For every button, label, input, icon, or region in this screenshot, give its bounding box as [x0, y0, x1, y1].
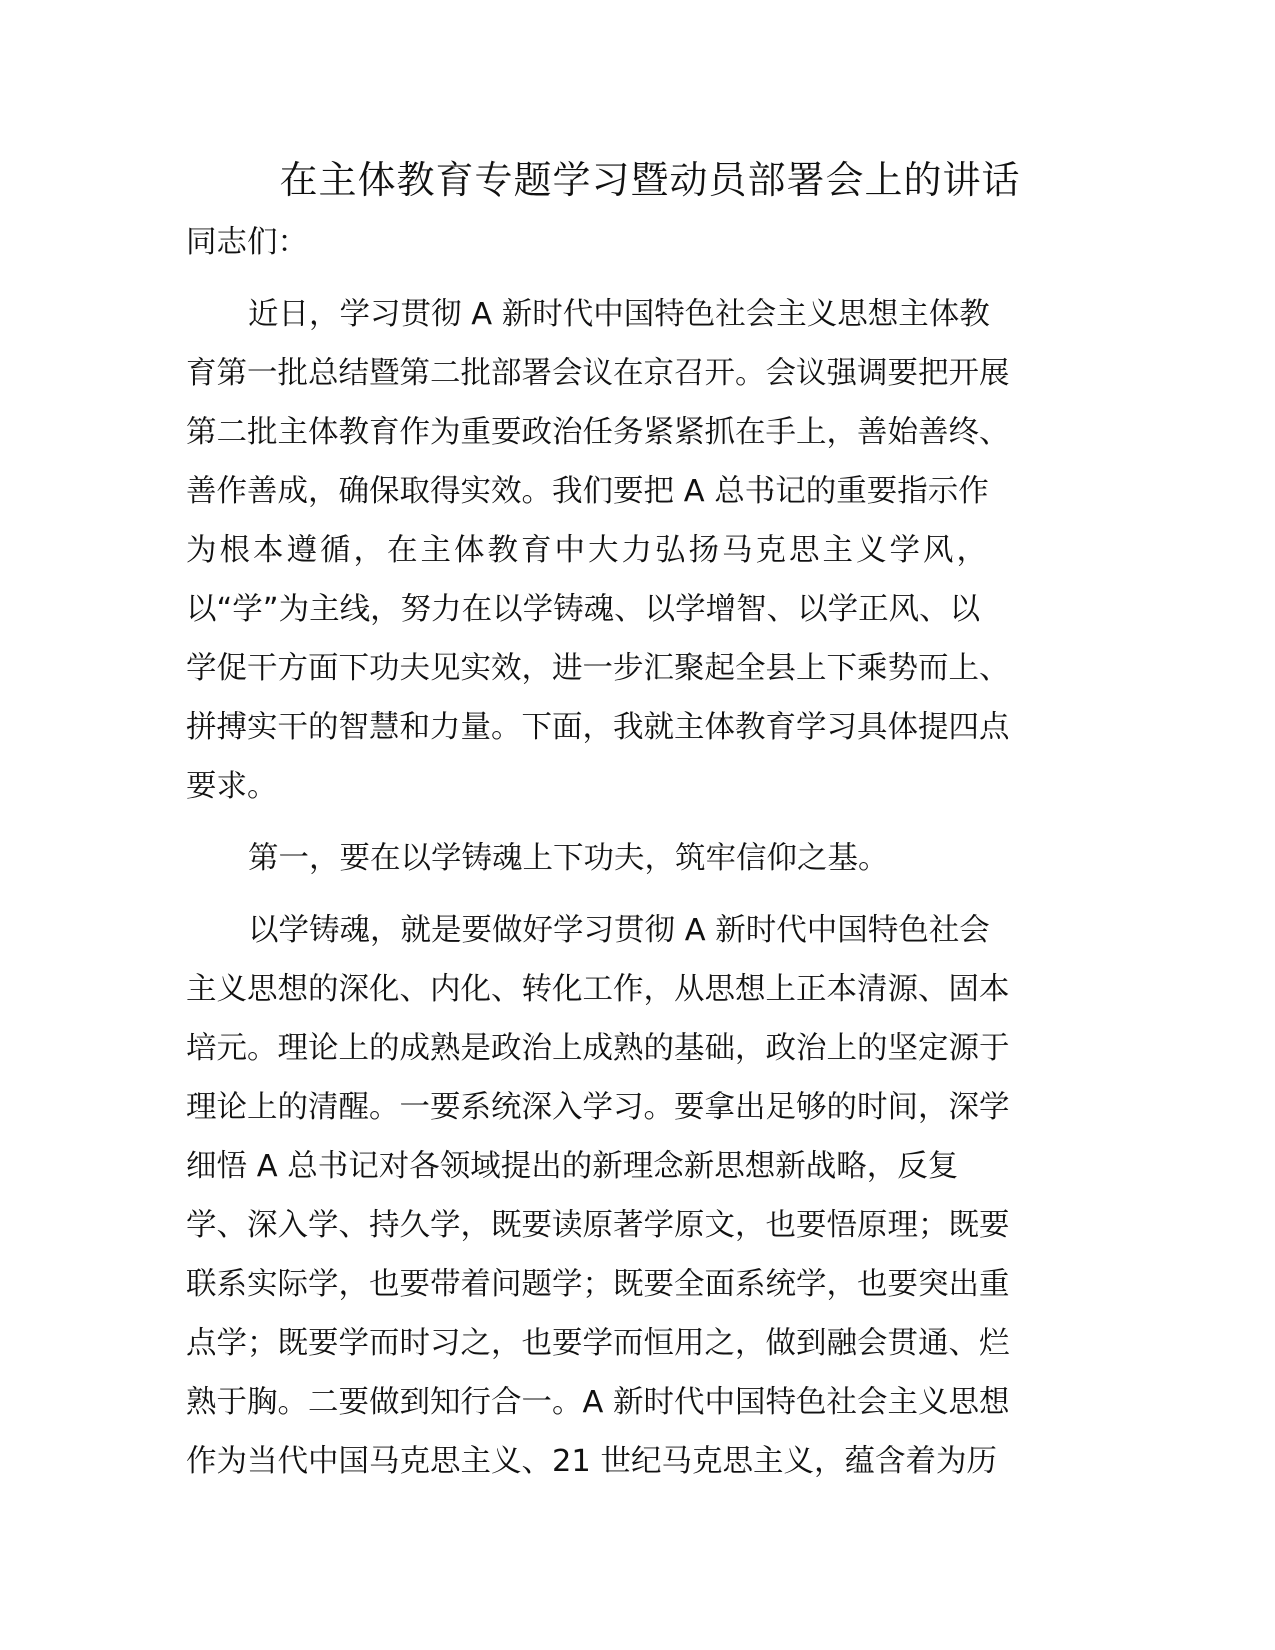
- paragraph-line: 近日，学习贯彻 A 新时代中国特色社会主义思想主体教: [248, 297, 990, 332]
- paragraph-line: 作为当代中国马克思主义、21 世纪马克思主义，蕴含着为历: [186, 1444, 998, 1479]
- paragraph-line: 点学；既要学而时习之，也要学而恒用之，做到融会贯通、烂: [186, 1326, 1010, 1361]
- paragraph-line: 为根本遵循，在主体教育中大力弘扬马克思主义学风，: [186, 533, 990, 568]
- paragraph-line: 以“学”为主线，努力在以学铸魂、以学增智、以学正风、以: [186, 592, 981, 627]
- paragraph-line: 理论上的清醒。一要系统深入学习。要拿出足够的时间，深学: [186, 1090, 1010, 1125]
- paragraph-gap: [186, 816, 1086, 829]
- paragraph-line: 第一，要在以学铸魂上下功夫，筑牢信仰之基。: [248, 841, 889, 876]
- paragraph-gap: [186, 272, 1086, 285]
- document-title: 在主体教育专题学习暨动员部署会上的讲话: [279, 158, 1021, 202]
- paragraph-line: 要求。: [186, 769, 278, 804]
- paragraph-line: 学促干方面下功夫见实效，进一步汇聚起全县上下乘势而上、: [186, 651, 1010, 686]
- paragraph-line: 善作善成，确保取得实效。我们要把 A 总书记的重要指示作: [186, 474, 989, 509]
- paragraph-line: 联系实际学，也要带着问题学；既要全面系统学，也要突出重: [186, 1267, 1010, 1302]
- paragraph: [186, 901, 1086, 1491]
- document-body: [186, 213, 1086, 1491]
- paragraph: [186, 285, 1086, 816]
- paragraph-line: 培元。理论上的成熟是政治上成熟的基础，政治上的坚定源于: [186, 1031, 1010, 1066]
- paragraph-line: 学、深入学、持久学，既要读原著学原文，也要悟原理；既要: [186, 1208, 1010, 1243]
- salutation: 同志们：: [186, 225, 308, 260]
- paragraph-gap: [186, 888, 1086, 901]
- section-heading: [186, 829, 1086, 888]
- paragraph-line: 主义思想的深化、内化、转化工作，从思想上正本清源、固本: [186, 972, 1010, 1007]
- paragraph-line: 第二批主体教育作为重要政治任务紧紧抓在手上，善始善终、: [186, 415, 1010, 450]
- paragraph-line: 细悟 A 总书记对各领域提出的新理念新思想新战略，反复: [186, 1149, 959, 1184]
- paragraph-line: 以学铸魂，就是要做好学习贯彻 A 新时代中国特色社会: [248, 913, 990, 948]
- paragraph-line: 熟于胸。二要做到知行合一。A 新时代中国特色社会主义思想: [186, 1385, 1010, 1420]
- paragraph-line: 育第一批总结暨第二批部署会议在京召开。会议强调要把开展: [186, 356, 1010, 391]
- paragraph-line: 拼搏实干的智慧和力量。下面，我就主体教育学习具体提四点: [186, 710, 1010, 745]
